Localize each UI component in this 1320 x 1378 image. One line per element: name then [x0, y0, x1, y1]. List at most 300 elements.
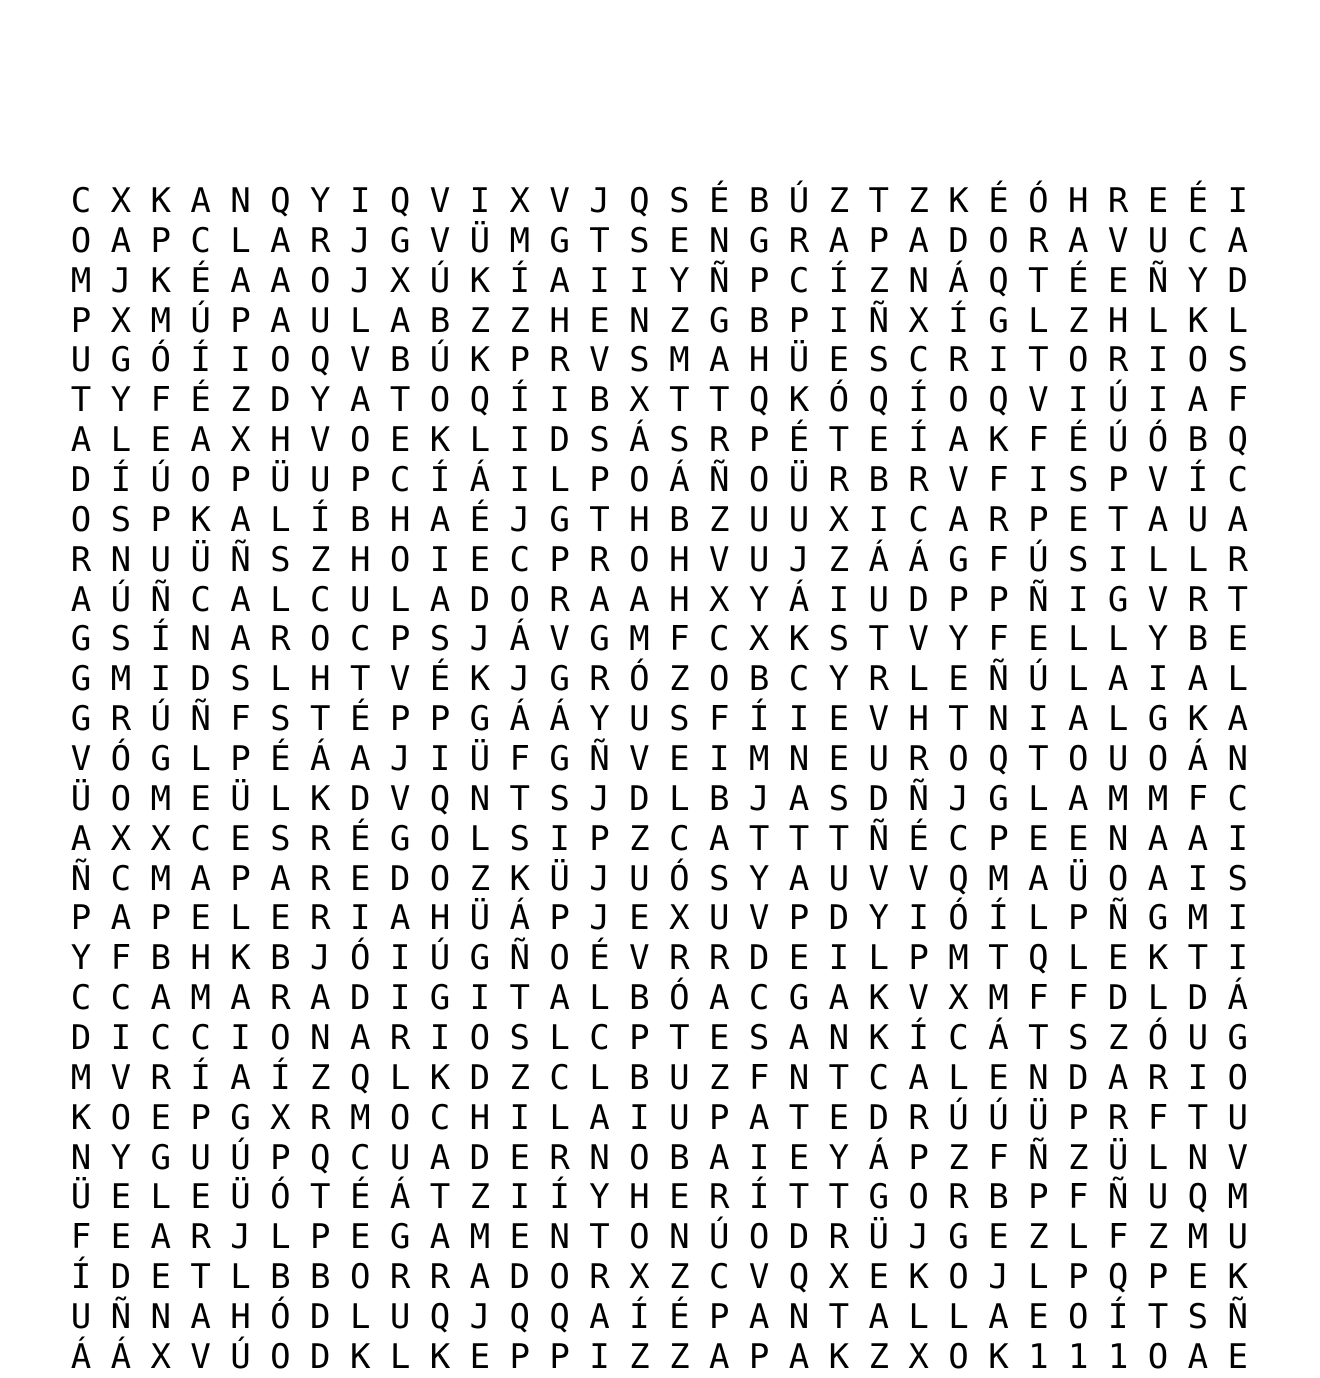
grid-cell: O	[110, 778, 132, 819]
grid-cell: U	[868, 739, 889, 780]
grid-cell: Ñ	[708, 260, 730, 301]
grid-cell: J	[310, 938, 331, 979]
grid-cell: Ü	[1107, 1137, 1129, 1178]
grid-cell: P	[150, 499, 171, 540]
grid-cell: G	[230, 1097, 251, 1138]
grid-cell: A	[708, 340, 730, 381]
grid-cell: V	[389, 778, 411, 819]
grid-cell: N	[908, 260, 929, 301]
grid-cell: Q	[349, 1057, 371, 1098]
grid-cell: É	[270, 739, 291, 780]
grid-cell: A	[70, 579, 92, 620]
grid-cell: Ñ	[1028, 1137, 1049, 1178]
grid-cell: Z	[669, 1336, 690, 1377]
grid-cell: O	[190, 460, 211, 501]
grid-cell: A	[1147, 858, 1169, 899]
grid-cell: N	[788, 1057, 810, 1098]
grid-cell: J	[349, 220, 371, 261]
grid-cell: Ü	[270, 460, 291, 501]
grid-cell: U	[389, 1137, 411, 1178]
grid-cell: Ü	[788, 460, 810, 501]
grid-cell: U	[748, 499, 770, 540]
grid-cell: Ü	[549, 858, 570, 899]
grid-cell: Q	[948, 858, 969, 899]
grid-cell: T	[669, 380, 690, 421]
grid-row	[61, 780, 1258, 820]
grid-cell: Ñ	[190, 699, 211, 740]
grid-row	[61, 979, 1258, 1019]
grid-cell: L	[230, 1257, 251, 1298]
grid-cell: X	[828, 1257, 850, 1298]
grid-cell: A	[1187, 380, 1209, 421]
grid-row	[61, 182, 1258, 222]
grid-cell: N	[1187, 1137, 1209, 1178]
grid-cell: J	[349, 260, 371, 301]
grid-cell: X	[110, 300, 132, 341]
grid-cell: L	[389, 1336, 411, 1377]
grid-cell: A	[629, 579, 650, 620]
grid-row	[61, 660, 1258, 700]
grid-cell: I	[629, 260, 650, 301]
grid-row	[61, 1218, 1258, 1258]
grid-cell: E	[110, 1217, 132, 1258]
grid-cell: L	[349, 300, 371, 341]
grid-cell: H	[389, 499, 411, 540]
grid-cell: C	[708, 1257, 730, 1298]
grid-row	[61, 899, 1258, 939]
grid-cell: A	[708, 818, 730, 859]
grid-cell: Z	[629, 1336, 650, 1377]
grid-cell: C	[389, 460, 411, 501]
grid-cell: I	[828, 579, 850, 620]
grid-cell: L	[1147, 1137, 1169, 1178]
grid-cell: Q	[988, 380, 1009, 421]
grid-cell: D	[1187, 978, 1209, 1019]
grid-cell: L	[270, 499, 291, 540]
grid-cell: R	[1227, 539, 1249, 580]
grid-cell: T	[788, 1097, 810, 1138]
grid-cell: Á	[110, 1336, 132, 1377]
grid-cell: A	[389, 300, 411, 341]
grid-cell: U	[1147, 220, 1169, 261]
grid-cell: Í	[110, 460, 132, 501]
grid-cell: V	[629, 739, 650, 780]
grid-cell: D	[1107, 978, 1129, 1019]
grid-cell: O	[110, 1097, 132, 1138]
grid-cell: A	[429, 579, 451, 620]
grid-cell: N	[669, 1217, 690, 1258]
grid-cell: Z	[469, 300, 491, 341]
grid-cell: G	[589, 619, 610, 660]
grid-cell: I	[1187, 1057, 1209, 1098]
grid-cell: Y	[1187, 260, 1209, 301]
grid-cell: Y	[669, 260, 690, 301]
grid-cell: Ó	[948, 898, 969, 939]
grid-cell: A	[948, 499, 969, 540]
grid-cell: M	[748, 739, 770, 780]
grid-cell: J	[230, 1217, 251, 1258]
grid-cell: C	[1187, 220, 1209, 261]
grid-cell: T	[748, 818, 770, 859]
grid-cell: P	[70, 300, 92, 341]
grid-cell: E	[190, 1177, 211, 1218]
grid-cell: L	[908, 1297, 929, 1338]
grid-cell: O	[748, 460, 770, 501]
grid-cell: Á	[549, 699, 570, 740]
grid-cell: C	[748, 978, 770, 1019]
grid-cell: Ñ	[1107, 1177, 1129, 1218]
grid-cell: M	[150, 778, 171, 819]
grid-cell: V	[948, 460, 969, 501]
grid-cell: E	[349, 1217, 371, 1258]
grid-cell: C	[190, 220, 211, 261]
grid-cell: P	[549, 898, 570, 939]
grid-cell: A	[230, 978, 251, 1019]
grid-cell: V	[1028, 380, 1049, 421]
grid-cell: H	[629, 1177, 650, 1218]
grid-cell: Í	[150, 619, 171, 660]
grid-cell: D	[389, 858, 411, 899]
grid-cell: X	[110, 181, 132, 221]
grid-cell: Q	[310, 1137, 331, 1178]
grid-cell: G	[988, 778, 1009, 819]
grid-cell: S	[230, 659, 251, 700]
grid-cell: L	[1067, 659, 1089, 700]
grid-cell: E	[669, 1177, 690, 1218]
grid-cell: U	[788, 499, 810, 540]
grid-cell: H	[429, 898, 451, 939]
grid-cell: M	[150, 858, 171, 899]
grid-row	[61, 1258, 1258, 1298]
grid-cell: F	[70, 1217, 92, 1258]
grid-cell: D	[629, 778, 650, 819]
grid-cell: U	[1227, 1217, 1249, 1258]
grid-cell: Y	[868, 898, 889, 939]
grid-cell: I	[1028, 460, 1049, 501]
grid-cell: L	[549, 460, 570, 501]
grid-cell: L	[469, 818, 491, 859]
grid-row	[61, 860, 1258, 900]
grid-cell: A	[70, 818, 92, 859]
grid-cell: O	[270, 1018, 291, 1059]
grid-cell: H	[1107, 300, 1129, 341]
grid-cell: C	[310, 579, 331, 620]
grid-cell: V	[1107, 220, 1129, 261]
grid-cell: T	[828, 1297, 850, 1338]
grid-cell: Ü	[1067, 858, 1089, 899]
grid-cell: R	[708, 1177, 730, 1218]
grid-cell: I	[349, 181, 371, 221]
grid-cell: C	[948, 1018, 969, 1059]
grid-cell: S	[629, 340, 650, 381]
grid-cell: N	[788, 739, 810, 780]
grid-cell: L	[1147, 978, 1169, 1019]
grid-cell: Í	[190, 340, 211, 381]
grid-cell: L	[1147, 300, 1169, 341]
grid-cell: B	[748, 300, 770, 341]
grid-cell: A	[708, 978, 730, 1019]
grid-cell: Ú	[1028, 539, 1049, 580]
grid-cell: T	[1107, 499, 1129, 540]
grid-cell: Z	[629, 818, 650, 859]
grid-cell: A	[988, 1297, 1009, 1338]
grid-cell: K	[509, 858, 530, 899]
grid-cell: E	[948, 659, 969, 700]
grid-cell: A	[270, 260, 291, 301]
grid-cell: C	[110, 858, 132, 899]
grid-cell: G	[1107, 579, 1129, 620]
grid-cell: Á	[988, 1018, 1009, 1059]
grid-cell: L	[1028, 1257, 1049, 1298]
grid-cell: D	[110, 1257, 132, 1298]
grid-cell: A	[748, 1297, 770, 1338]
grid-cell: G	[110, 340, 132, 381]
grid-cell: I	[1187, 858, 1209, 899]
grid-cell: Y	[310, 380, 331, 421]
grid-cell: D	[349, 978, 371, 1019]
grid-cell: Z	[310, 1057, 331, 1098]
grid-cell: R	[708, 420, 730, 461]
grid-cell: O	[70, 220, 92, 261]
grid-cell: A	[150, 978, 171, 1019]
grid-cell: M	[629, 619, 650, 660]
grid-cell: P	[748, 260, 770, 301]
grid-cell: M	[349, 1097, 371, 1138]
grid-cell: Ñ	[708, 460, 730, 501]
grid-cell: Á	[669, 460, 690, 501]
grid-cell: G	[389, 1217, 411, 1258]
grid-cell: S	[828, 778, 850, 819]
grid-cell: Z	[1107, 1018, 1129, 1059]
grid-cell: M	[948, 938, 969, 979]
grid-cell: É	[669, 1297, 690, 1338]
grid-cell: L	[1227, 659, 1249, 700]
grid-cell: E	[1147, 181, 1169, 221]
grid-cell: N	[1107, 818, 1129, 859]
grid-cell: B	[1187, 420, 1209, 461]
grid-cell: C	[509, 539, 530, 580]
grid-cell: S	[1067, 460, 1089, 501]
grid-cell: R	[310, 1097, 331, 1138]
grid-cell: O	[349, 420, 371, 461]
grid-cell: Á	[1227, 978, 1249, 1019]
grid-cell: P	[1067, 1097, 1089, 1138]
grid-cell: Ü	[230, 1177, 251, 1218]
grid-cell: R	[1107, 181, 1129, 221]
grid-cell: H	[669, 579, 690, 620]
grid-cell: J	[908, 1217, 929, 1258]
grid-cell: Ú	[708, 1217, 730, 1258]
grid-cell: L	[589, 978, 610, 1019]
grid-cell: Q	[1107, 1257, 1129, 1298]
grid-cell: L	[1028, 778, 1049, 819]
grid-cell: D	[908, 579, 929, 620]
grid-cell: O	[310, 619, 331, 660]
grid-cell: E	[110, 1177, 132, 1218]
grid-cell: Ü	[230, 778, 251, 819]
grid-cell: A	[230, 1057, 251, 1098]
grid-cell: X	[389, 260, 411, 301]
grid-cell: T	[190, 1257, 211, 1298]
grid-cell: A	[589, 1297, 610, 1338]
grid-cell: O	[988, 220, 1009, 261]
grid-cell: J	[589, 778, 610, 819]
grid-cell: Z	[868, 1336, 889, 1377]
grid-cell: P	[230, 300, 251, 341]
grid-cell: E	[469, 1336, 491, 1377]
grid-cell: I	[110, 1018, 132, 1059]
grid-cell: G	[549, 739, 570, 780]
grid-cell: I	[429, 539, 451, 580]
grid-cell: Á	[310, 739, 331, 780]
grid-cell: Ñ	[1107, 898, 1129, 939]
grid-cell: G	[150, 739, 171, 780]
grid-cell: L	[1227, 300, 1249, 341]
grid-cell: O	[310, 260, 331, 301]
grid-cell: Z	[669, 300, 690, 341]
grid-cell: L	[190, 739, 211, 780]
grid-cell: T	[988, 938, 1009, 979]
grid-row	[61, 262, 1258, 302]
grid-cell: U	[1187, 1018, 1209, 1059]
grid-cell: Y	[948, 619, 969, 660]
grid-cell: Z	[1067, 300, 1089, 341]
grid-cell: O	[629, 539, 650, 580]
grid-cell: O	[1067, 340, 1089, 381]
grid-cell: N	[589, 1137, 610, 1178]
grid-cell: I	[708, 739, 730, 780]
grid-cell: R	[988, 499, 1009, 540]
grid-cell: É	[788, 420, 810, 461]
grid-cell: B	[150, 938, 171, 979]
grid-cell: E	[1227, 619, 1249, 660]
grid-cell: I	[349, 898, 371, 939]
grid-cell: U	[669, 1097, 690, 1138]
grid-cell: K	[469, 260, 491, 301]
grid-cell: L	[270, 659, 291, 700]
grid-cell: K	[429, 1057, 451, 1098]
grid-cell: D	[788, 1217, 810, 1258]
grid-cell: E	[988, 1057, 1009, 1098]
grid-cell: A	[310, 978, 331, 1019]
grid-cell: Ó	[349, 938, 371, 979]
grid-cell: U	[828, 858, 850, 899]
grid-cell: O	[629, 460, 650, 501]
grid-cell: X	[828, 499, 850, 540]
grid-cell: O	[509, 579, 530, 620]
grid-cell: V	[629, 938, 650, 979]
grid-cell: Ó	[1147, 420, 1169, 461]
grid-cell: J	[389, 739, 411, 780]
grid-cell: X	[669, 898, 690, 939]
grid-cell: Ü	[788, 340, 810, 381]
grid-cell: H	[748, 340, 770, 381]
grid-cell: Ü	[469, 220, 491, 261]
grid-cell: O	[429, 858, 451, 899]
grid-cell: F	[1147, 1097, 1169, 1138]
grid-cell: Á	[389, 1177, 411, 1218]
grid-row	[61, 1338, 1258, 1378]
grid-cell: E	[230, 818, 251, 859]
grid-cell: R	[270, 978, 291, 1019]
grid-cell: K	[70, 1097, 92, 1138]
grid-cell: H	[549, 300, 570, 341]
grid-cell: V	[389, 659, 411, 700]
grid-cell: G	[948, 1217, 969, 1258]
grid-cell: C	[708, 619, 730, 660]
grid-cell: O	[389, 1097, 411, 1138]
grid-cell: A	[948, 420, 969, 461]
grid-cell: C	[549, 1057, 570, 1098]
grid-cell: V	[868, 699, 889, 740]
grid-cell: I	[509, 1097, 530, 1138]
grid-cell: M	[150, 300, 171, 341]
grid-cell: Í	[988, 898, 1009, 939]
grid-cell: V	[748, 1257, 770, 1298]
grid-cell: Ó	[1147, 1018, 1169, 1059]
grid-cell: V	[110, 1057, 132, 1098]
grid-cell: I	[1067, 579, 1089, 620]
grid-cell: R	[908, 460, 929, 501]
grid-cell: O	[948, 380, 969, 421]
grid-cell: I	[629, 1097, 650, 1138]
grid-cell: U	[1107, 739, 1129, 780]
grid-cell: K	[868, 978, 889, 1019]
grid-cell: A	[349, 1018, 371, 1059]
grid-cell: S	[1227, 858, 1249, 899]
grid-cell: I	[549, 818, 570, 859]
grid-cell: P	[509, 1336, 530, 1377]
grid-cell: D	[310, 1297, 331, 1338]
grid-cell: Ú	[150, 699, 171, 740]
grid-cell: I	[1227, 818, 1249, 859]
grid-cell: S	[270, 539, 291, 580]
grid-cell: L	[230, 898, 251, 939]
grid-cell: P	[868, 220, 889, 261]
grid-cell: I	[589, 260, 610, 301]
grid-cell: E	[708, 1018, 730, 1059]
grid-row	[61, 421, 1258, 461]
grid-cell: Í	[748, 1177, 770, 1218]
grid-cell: 1	[1107, 1336, 1129, 1377]
grid-cell: Í	[509, 260, 530, 301]
grid-cell: H	[349, 539, 371, 580]
grid-row	[61, 541, 1258, 581]
grid-cell: Í	[70, 1257, 92, 1298]
grid-cell: R	[669, 938, 690, 979]
grid-cell: I	[788, 699, 810, 740]
grid-cell: T	[509, 978, 530, 1019]
grid-cell: O	[748, 1217, 770, 1258]
grid-cell: E	[1028, 619, 1049, 660]
grid-cell: Ú	[190, 300, 211, 341]
grid-row	[61, 581, 1258, 621]
grid-cell: É	[1067, 420, 1089, 461]
grid-cell: E	[270, 898, 291, 939]
grid-cell: P	[948, 579, 969, 620]
grid-cell: Ü	[70, 778, 92, 819]
grid-cell: T	[828, 1177, 850, 1218]
grid-cell: I	[549, 380, 570, 421]
grid-cell: B	[1187, 619, 1209, 660]
grid-cell: T	[1028, 340, 1049, 381]
grid-cell: I	[1227, 938, 1249, 979]
grid-cell: T	[868, 181, 889, 221]
grid-cell: A	[429, 1137, 451, 1178]
grid-cell: V	[549, 181, 570, 221]
grid-cell: Á	[868, 1137, 889, 1178]
grid-cell: E	[1187, 1257, 1209, 1298]
